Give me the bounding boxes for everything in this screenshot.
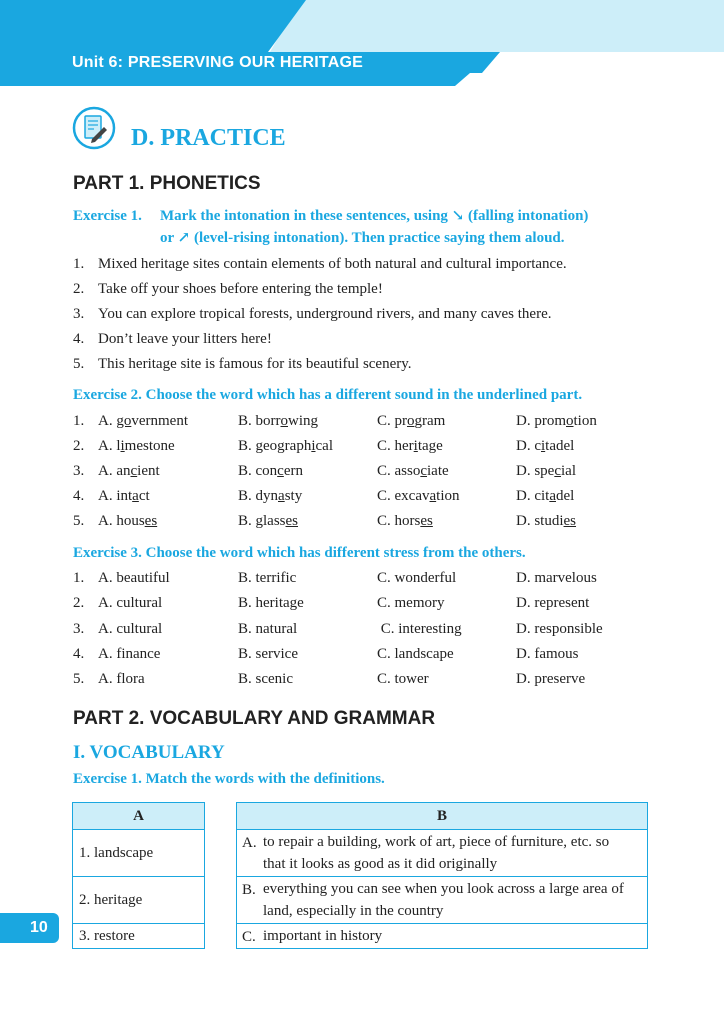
list-item: 3. You can explore tropical forests, underground rivers, and many caves there.	[73, 306, 552, 322]
ex1-label: Exercise 1.	[73, 208, 142, 224]
definition-cell: C. important in history	[237, 924, 648, 949]
ex1-text-line2: or ↗ (level-rising intonation). Then practice saying them aloud.	[160, 230, 565, 246]
list-item: 5. This heritage site is famous for its beautiful scenery.	[73, 356, 412, 372]
definitions-table	[236, 802, 648, 949]
list-item: 1. Mixed heritage sites contain elements of both natural and cultural importance.	[73, 256, 567, 272]
list-item: 4. Don’t leave your litters here!	[73, 331, 272, 347]
list-item: 2. Take off your shoes before entering the temple!	[73, 281, 383, 297]
vocab-ex1-title: Exercise 1. Match the words with the definitions.	[73, 771, 385, 787]
word-cell: 3. restore	[73, 924, 205, 949]
ex1-title	[73, 205, 588, 227]
definition-cell: A. to repair a building, work of art, piece of furniture, etc. so that it looks as good as it did originally	[237, 830, 648, 877]
clipboard-pencil-icon	[72, 106, 116, 150]
ex3-title: Exercise 3. Choose the word which has different stress from the others.	[73, 545, 526, 561]
unit-title: Unit 6: PRESERVING OUR HERITAGE	[72, 54, 363, 71]
part1-title: PART 1. PHONETICS	[73, 173, 261, 194]
definition-cell: B. everything you can see when you look across a large area of land, especially in the country	[237, 877, 648, 924]
practice-title: D. PRACTICE	[131, 125, 286, 151]
words-table	[72, 802, 205, 949]
word-cell: 2. heritage	[73, 877, 205, 924]
col-a-header: A	[73, 803, 205, 830]
word-cell: 1. landscape	[73, 830, 205, 877]
ex2-title: Exercise 2. Choose the word which has a different sound in the underlined part.	[73, 387, 583, 403]
vocabulary-title: I. VOCABULARY	[73, 742, 225, 763]
part2-title: PART 2. VOCABULARY AND GRAMMAR	[73, 708, 436, 729]
header-band	[0, 0, 724, 90]
ex1-text-line1: Mark the intonation in these sentences, using ↘ (falling intonation)	[160, 208, 589, 224]
page-number: 10	[30, 919, 48, 936]
col-b-header: B	[237, 803, 648, 830]
